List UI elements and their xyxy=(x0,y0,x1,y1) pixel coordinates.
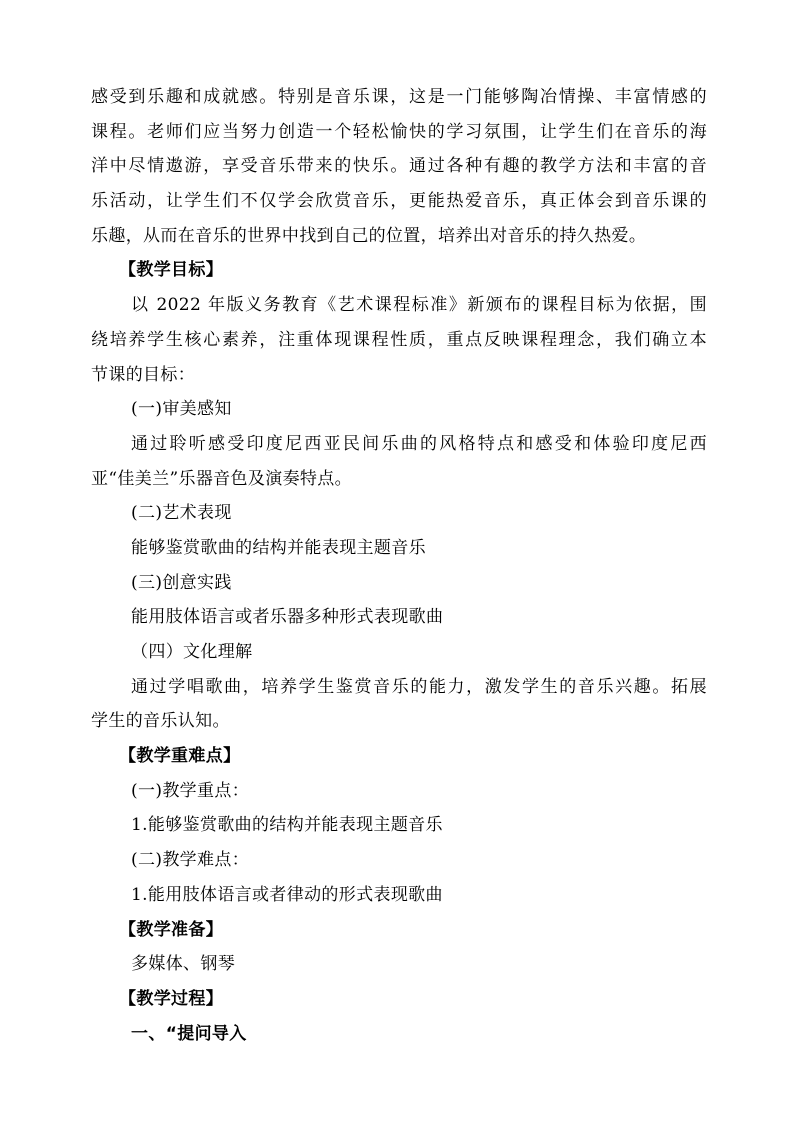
intro-line-5: 乐趣，从而在音乐的世界中找到自己的位置，培养出对音乐的持久热爱。 xyxy=(91,225,647,246)
key-1-text: 1.能够鉴赏歌曲的结构并能表现主题音乐 xyxy=(131,815,443,836)
goal-1-text-line-2: 亚“佳美兰”乐器音色及演奏特点。 xyxy=(91,468,352,489)
key-2-title: (二)教学难点： xyxy=(131,850,250,871)
goals-intro-line-3: 节课的目标： xyxy=(91,364,196,385)
document-body xyxy=(91,80,707,1051)
intro-line-2: 课程。老师们应当努力创造一个轻松愉快的学习氛围，让学生们在音乐的海 xyxy=(91,121,707,142)
intro-line-3: 洋中尽情遨游，享受音乐带来的快乐。通过各种有趣的教学方法和丰富的音 xyxy=(91,156,707,177)
key-heading: 【教学重难点】 xyxy=(119,746,241,767)
goal-4-text-line-1: 通过学唱歌曲，培养学生鉴赏音乐的能力，激发学生的音乐兴趣。拓展 xyxy=(131,676,707,697)
goals-intro-line-1: 以 2022 年版义务教育《艺术课程标准》新颁布的课程目标为依据，围 xyxy=(131,295,707,316)
goal-2-title: (二)艺术表现 xyxy=(131,503,232,524)
key-1-title: (一)教学重点： xyxy=(131,780,250,801)
goal-2-text: 能够鉴赏歌曲的结构并能表现主题音乐 xyxy=(131,537,426,558)
goal-1-title: (一)审美感知 xyxy=(131,399,232,420)
intro-line-4: 乐活动，让学生们不仅学会欣赏音乐，更能热爱音乐，真正体会到音乐课的 xyxy=(91,191,707,212)
goal-1-text-line-1: 通过聆听感受印度尼西亚民间乐曲的风格特点和感受和体验印度尼西 xyxy=(131,433,707,454)
goals-intro-line-2: 绕培养学生核心素养，注重体现课程性质，重点反映课程理念，我们确立本 xyxy=(91,329,707,350)
key-2-text: 1.能用肢体语言或者律动的形式表现歌曲 xyxy=(131,884,443,905)
process-heading: 【教学过程】 xyxy=(119,988,224,1009)
prep-heading: 【教学准备】 xyxy=(119,919,224,940)
intro-line-1: 感受到乐趣和成就感。特别是音乐课，这是一门能够陶冶情操、丰富情感的 xyxy=(91,87,707,107)
goals-heading: 【教学目标】 xyxy=(119,260,224,281)
goal-3-title: (三)创意实践 xyxy=(131,572,232,593)
goal-4-title: （四）文化理解 xyxy=(131,642,253,662)
prep-text: 多媒体、钢琴 xyxy=(131,954,236,975)
goal-4-text-line-2: 学生的音乐认知。 xyxy=(91,711,230,732)
goal-3-text: 能用肢体语言或者乐器多种形式表现歌曲 xyxy=(131,607,444,628)
process-step-1: 一、“提问导入 xyxy=(131,1023,247,1044)
